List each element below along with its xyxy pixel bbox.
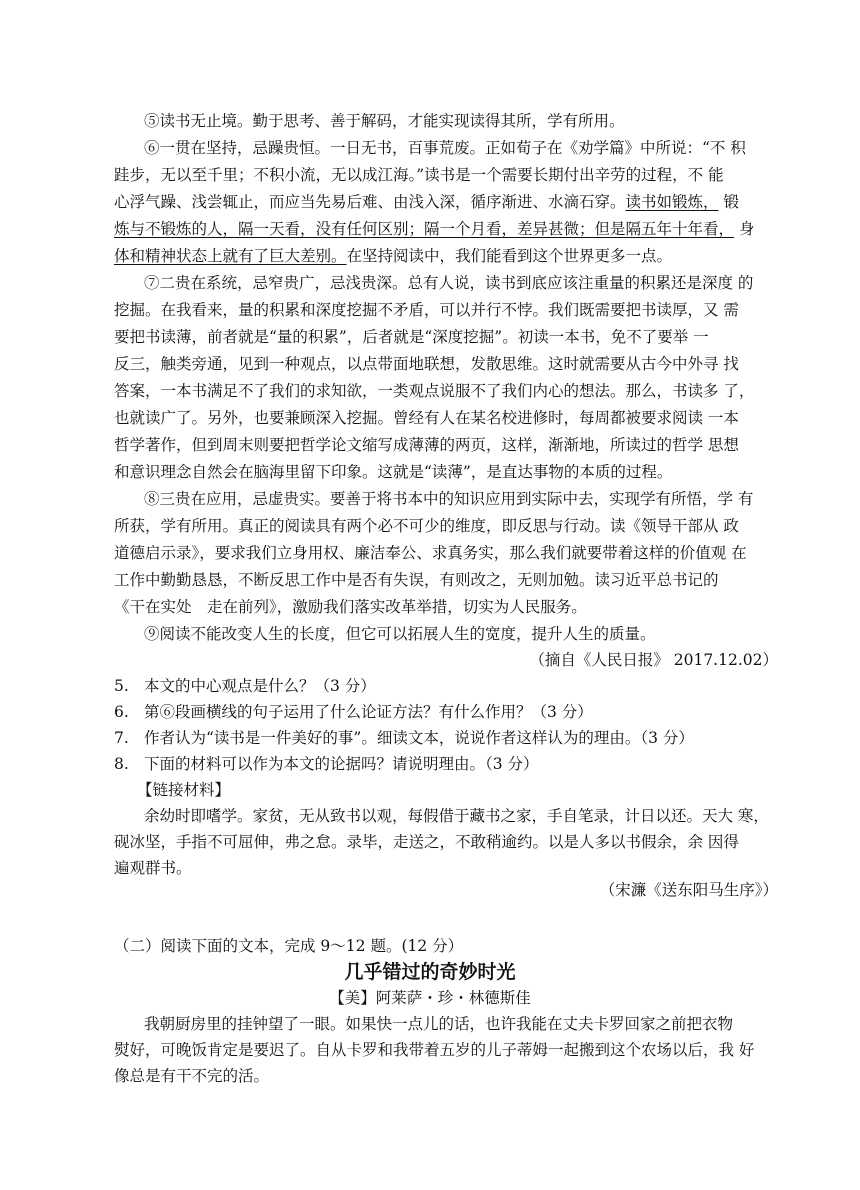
story-p1-line1: 我朝厨房里的挂钟望了一眼。如果快一点儿的话，也许我能在丈夫卡罗回家之前把衣物 xyxy=(144,1015,734,1033)
p5: ⑤读书无止境。勤于思考、善于解码，才能实现读得其所，学有所用。 xyxy=(144,112,625,130)
story-title: 几乎错过的奇妙时光 xyxy=(344,961,516,983)
question-8 xyxy=(114,751,782,777)
question-text: 下面的材料可以作为本文的论据吗？请说明理由。（3 分） xyxy=(144,755,539,773)
section-two-heading: （二）阅读下面的文本，完成 9～12 题。(12 分） xyxy=(114,937,464,955)
p6-line4-tail: 身 xyxy=(734,220,755,238)
underlined-sentence-1: 读书如锻炼， xyxy=(625,193,719,211)
question-number: 7. xyxy=(114,729,129,747)
story-author: 【美】阿莱萨・珍・林德斯佳 xyxy=(329,989,531,1007)
p6-line1: ⑥一贯在坚持，忌躁贵恒。一日无书，百事荒废。正如荀子在《劝学篇》中所说：“不 积 xyxy=(144,139,746,157)
p7-line6: 也就读广了。另外，也要兼顾深入挖掘。曾经有人在某名校进修时，每周都被要求阅读 一本 xyxy=(114,409,739,427)
question-7 xyxy=(114,725,782,751)
p7-line7: 哲学著作，但到周末则要把哲学论文缩写成薄薄的两页，这样，渐渐地，所读过的哲学 思想 xyxy=(114,436,739,454)
link-material-line3: 遍观群书。 xyxy=(114,859,192,877)
underlined-sentence-2: 炼与不锻炼的人，隔一天看，没有任何区别；隔一个月看，差异甚微；但是隔五年十年看， xyxy=(114,220,735,238)
p8-line5: 《干在实处 走在前列》，激励我们落实改革举措，切实为人民服务。 xyxy=(114,598,587,616)
p7-line4: 反三，触类旁通，见到一种观点，以点带面地联想，发散思维。这时就需要从古今中外寻 找 xyxy=(114,355,739,373)
p8-line1: ⑧三贵在应用，忌虚贵实。要善于将书本中的知识应用到实际中去，实现学有所悟，学 有 xyxy=(144,490,754,508)
p6-line3 xyxy=(114,189,782,215)
source-people-daily: （摘自《人民日报》 2017.12.02） xyxy=(529,651,778,669)
question-6 xyxy=(114,699,782,725)
p6-line3-tail: 锻 xyxy=(718,193,739,211)
p7-line8: 和意识理念自然会在脑海里留下印象。这就是“读薄”，是直达事物的本质的过程。 xyxy=(114,463,673,481)
p6-line5 xyxy=(114,243,782,269)
link-material-line2: 砚冰坚，手指不可屈伸，弗之怠。录毕，走送之，不敢稍逾约。以是人多以书假余，余 因得 xyxy=(114,833,739,851)
p6-line2: 跬步，无以至千里；不积小流，无以成江海。”读书是一个需要长期付出辛劳的过程，不 能 xyxy=(114,166,724,184)
p7-line2: 挖掘。在我看来，量的积累和深度挖掘不矛盾，可以并行不悖。我们既需要把书读厚，又 需 xyxy=(114,301,739,319)
question-number: 8. xyxy=(114,755,129,773)
question-number: 5. xyxy=(114,677,129,695)
question-number: 6. xyxy=(114,703,129,721)
p9: ⑨阅读不能改变人生的长度，但它可以拓展人生的宽度，提升人生的质量。 xyxy=(144,625,656,643)
story-p1-line2: 熨好，可晚饭肯定是要迟了。自从卡罗和我带着五岁的儿子蒂姆一起搬到这个农场以后，我 好 xyxy=(114,1041,755,1059)
p8-line4: 工作中勤勤恳恳，不断反思工作中是否有失误，有则改之，无则加勉。读习近平总书记的 xyxy=(114,571,719,589)
p7-line3: 要把书读薄，前者就是“量的积累”，后者就是“深度挖掘”。初读一本书，免不了要举 一 xyxy=(114,328,709,346)
p6-line3-text: 心浮气躁、浅尝辄止，而应当先易后难、由浅入深，循序渐进、水滴石穿。 xyxy=(114,193,626,211)
source-song-lian: （宋濂《送东阳马生序》） xyxy=(599,881,778,899)
story-p1-line3: 像总是有干不完的活。 xyxy=(114,1067,270,1085)
p8-line3: 道德启示录》，要求我们立身用权、廉洁奉公、求真务实，那么我们就要带着这样的价值观 在 xyxy=(114,544,747,562)
p7-line5: 答案，一本书满足不了我们的求知欲，一类观点说服不了我们内心的想法。那么，书读多 了， xyxy=(114,382,755,400)
p6-line5-end: 在坚持阅读中，我们能看到这个世界更多一点。 xyxy=(346,247,673,265)
question-text: 第⑥段画横线的句子运用了什么论证方法？有什么作用？（3 分） xyxy=(144,703,593,721)
underlined-sentence-3: 体和精神状态上就有了巨大差别。 xyxy=(114,247,347,265)
link-material-line1: 余幼时即嗜学。家贫，无从致书以观，每假借于藏书之家，手自笔录，计日以还。天大 寒， xyxy=(144,807,769,825)
p7-line1: ⑦二贵在系统，忌窄贵广，忌浅贵深。总有人说，读书到底应该注重量的积累还是深度 的 xyxy=(144,274,754,292)
p8-line2: 所获，学有所用。真正的阅读具有两个必不可少的维度，即反思与行动。读《领导干部从 政 xyxy=(114,517,739,535)
p6-line4 xyxy=(114,216,782,242)
question-text: 本文的中心观点是什么？（3 分） xyxy=(144,677,376,695)
link-material-label: 【链接材料】 xyxy=(137,781,231,799)
question-text: 作者认为“读书是一件美好的事”。细读文本，说说作者这样认为的理由。（3 分） xyxy=(144,729,694,747)
question-5 xyxy=(114,673,782,699)
